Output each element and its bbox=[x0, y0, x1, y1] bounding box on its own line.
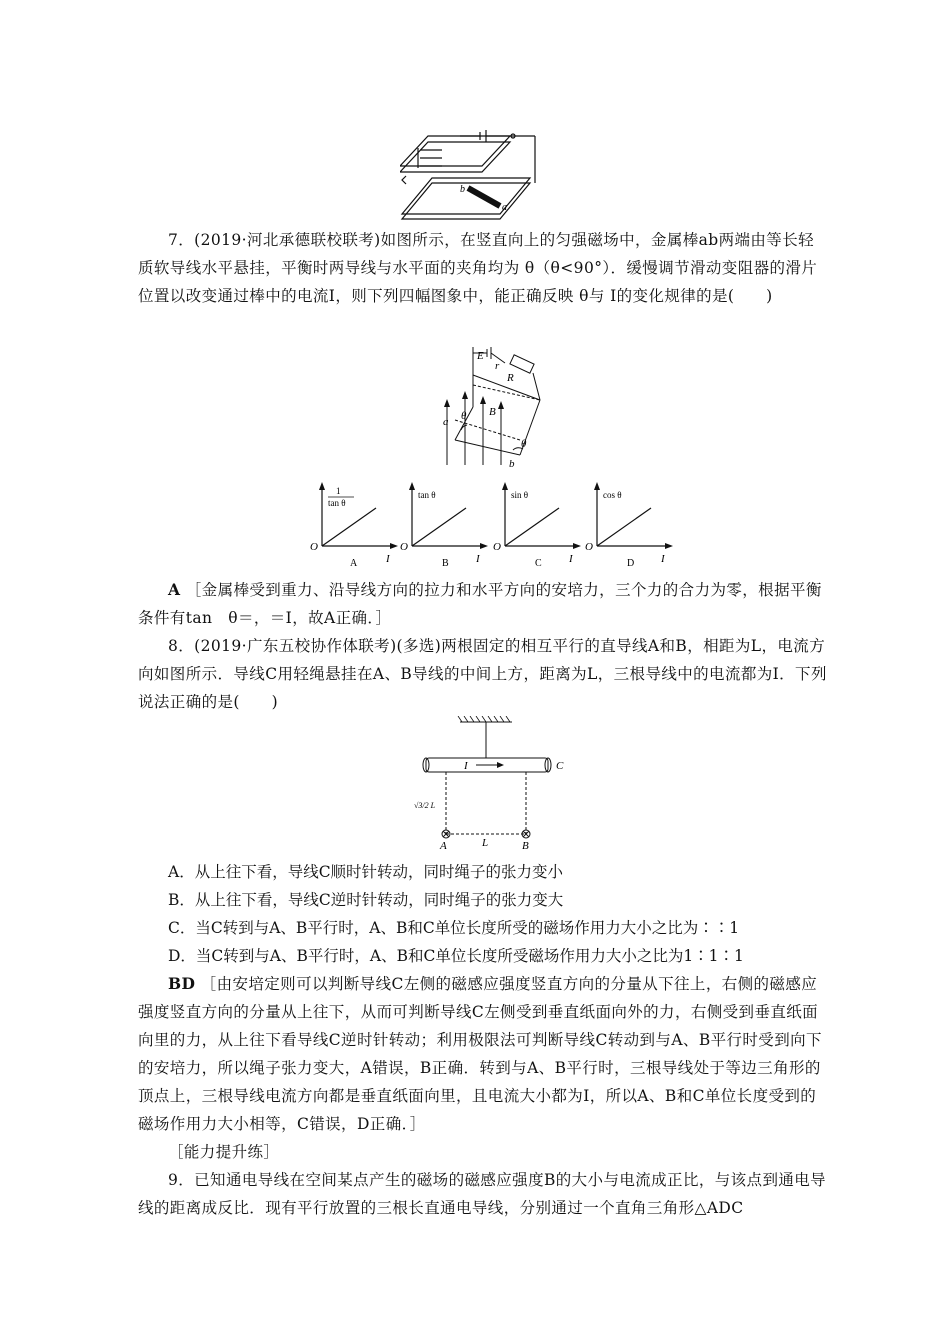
graph-D-option: D bbox=[627, 558, 635, 569]
q7-answer-text: ［金属棒受到重力、沿导线方向的拉力和水平方向的安培力，三个力的合力为零，根据平衡条件有tan θ＝，＝I，故A正确．］ bbox=[138, 581, 822, 627]
label-r: r bbox=[495, 360, 500, 372]
graph-C-ylabel: sin θ bbox=[511, 490, 529, 500]
graph-B-origin: O bbox=[400, 541, 408, 553]
graph-D-xlabel: I bbox=[661, 553, 665, 565]
q8-answer bbox=[138, 970, 828, 1138]
q8-wire-figure bbox=[410, 716, 580, 851]
rail-figure bbox=[400, 128, 550, 223]
graph-C bbox=[493, 482, 588, 570]
q8-option-a: A．从上往下看，导线C顺时针转动，同时绳子的张力变小 bbox=[168, 863, 564, 881]
label-E: E bbox=[477, 350, 484, 362]
graph-C-xlabel: I bbox=[569, 553, 573, 565]
graph-D bbox=[585, 482, 680, 570]
q8-option-d: D．当C转到与A、B平行时，A、B和C单位长度所受磁场作用力大小之比为1∶1∶1 bbox=[168, 947, 744, 965]
section-heading: ［能力提升练］ bbox=[168, 1143, 280, 1161]
label-theta-b: θ bbox=[521, 438, 527, 450]
label-B: B bbox=[489, 406, 496, 418]
q8-answer-text: ［由安培定则可以判断导线C左侧的磁感应强度竖直方向的分量从下往上，右侧的磁感应强度竖直方向的分量从上往下，从而可判断导线C左侧受到垂直纸面向外的力，右侧受到垂直纸面向里的力，从上往下看导线C逆时针转动；利用极限法可判断导线C转动到与A、B平行时受到向下的安培力，所以绳子张力变大，A错误，B正确．转到与A、B平行时，三根导线处于等边三角形的顶点上，三根导线电流方向都是垂直纸面向里，且电流大小都为I，所以A、B和C单位长度受到的磁场作用力大小相等，C错误，D正确．］ bbox=[138, 975, 822, 1133]
graph-A-ylabel-num: 1 bbox=[336, 486, 341, 496]
q8-option-b: B．从上往下看，导线C逆时针转动，同时绳子的张力变大 bbox=[168, 891, 564, 909]
graph-A-origin: O bbox=[310, 541, 318, 553]
rod-end-b: b bbox=[460, 184, 465, 195]
graph-A-option: A bbox=[350, 558, 358, 569]
label-theta-a: θ bbox=[461, 410, 467, 422]
fig8-current-I: I bbox=[464, 760, 468, 772]
q7-answer-key: A bbox=[168, 580, 181, 599]
fig8-wire-B: B bbox=[522, 840, 529, 851]
q7-circuit-figure bbox=[425, 345, 555, 470]
graph-A-ylabel-den: tan θ bbox=[328, 498, 346, 508]
label-b: b bbox=[509, 458, 515, 470]
graph-C-origin: O bbox=[493, 541, 501, 553]
q8-option-c: C．当C转到与A、B平行时，A、B和C单位长度所受的磁场作用力大小之比为∶∶1 bbox=[168, 919, 740, 937]
graph-D-origin: O bbox=[585, 541, 593, 553]
fig8-wire-A: A bbox=[440, 840, 447, 851]
label-R: R bbox=[507, 372, 514, 384]
question-8-text: 8．(2019·广东五校协作体联考)(多选)两根固定的相互平行的直导线A和B，相距为L，电流方向如图所示．导线C用轻绳悬挂在A、B导线的中间上方，距离为L，三根导线中的电流都为I．下列说法正确的是( ) bbox=[138, 637, 827, 711]
q8-answer-key: BD bbox=[168, 974, 196, 993]
graph-B bbox=[400, 482, 495, 570]
fig8-wire-C: C bbox=[556, 760, 564, 772]
graph-B-ylabel: tan θ bbox=[418, 490, 436, 500]
graph-A-xlabel: I bbox=[386, 553, 390, 565]
graph-D-ylabel: cos θ bbox=[603, 490, 622, 500]
graph-C-option: C bbox=[535, 558, 542, 569]
question-9-text: 9．已知通电导线在空间某点产生的磁场的磁感应强度B的大小与电流成正比，与该点到通电导线的距离成反比．现有平行放置的三根长直通电导线，分别通过一个直角三角形△ADC bbox=[138, 1171, 827, 1217]
q7-answer bbox=[138, 576, 828, 632]
graph-A bbox=[310, 482, 405, 570]
question-7-text: 7．(2019·河北承德联校联考)如图所示，在竖直向上的匀强磁场中，金属棒ab两端由等长轻质软导线水平悬挂，平衡时两导线与水平面的夹角均为 θ（θ<90°）．缓慢调节滑动变阻器的滑片位置以改变通过棒中的电流I，则下列四幅图象中，能正确反映 θ与 I的变化规律的是( ) bbox=[138, 231, 818, 305]
graph-B-option: B bbox=[442, 558, 449, 569]
fig8-height-label: √3/2 L bbox=[414, 801, 436, 810]
rod-end-a: a bbox=[502, 202, 507, 213]
label-a: a bbox=[443, 416, 449, 428]
graph-B-xlabel: I bbox=[476, 553, 480, 565]
fig8-distance-L: L bbox=[482, 837, 489, 849]
